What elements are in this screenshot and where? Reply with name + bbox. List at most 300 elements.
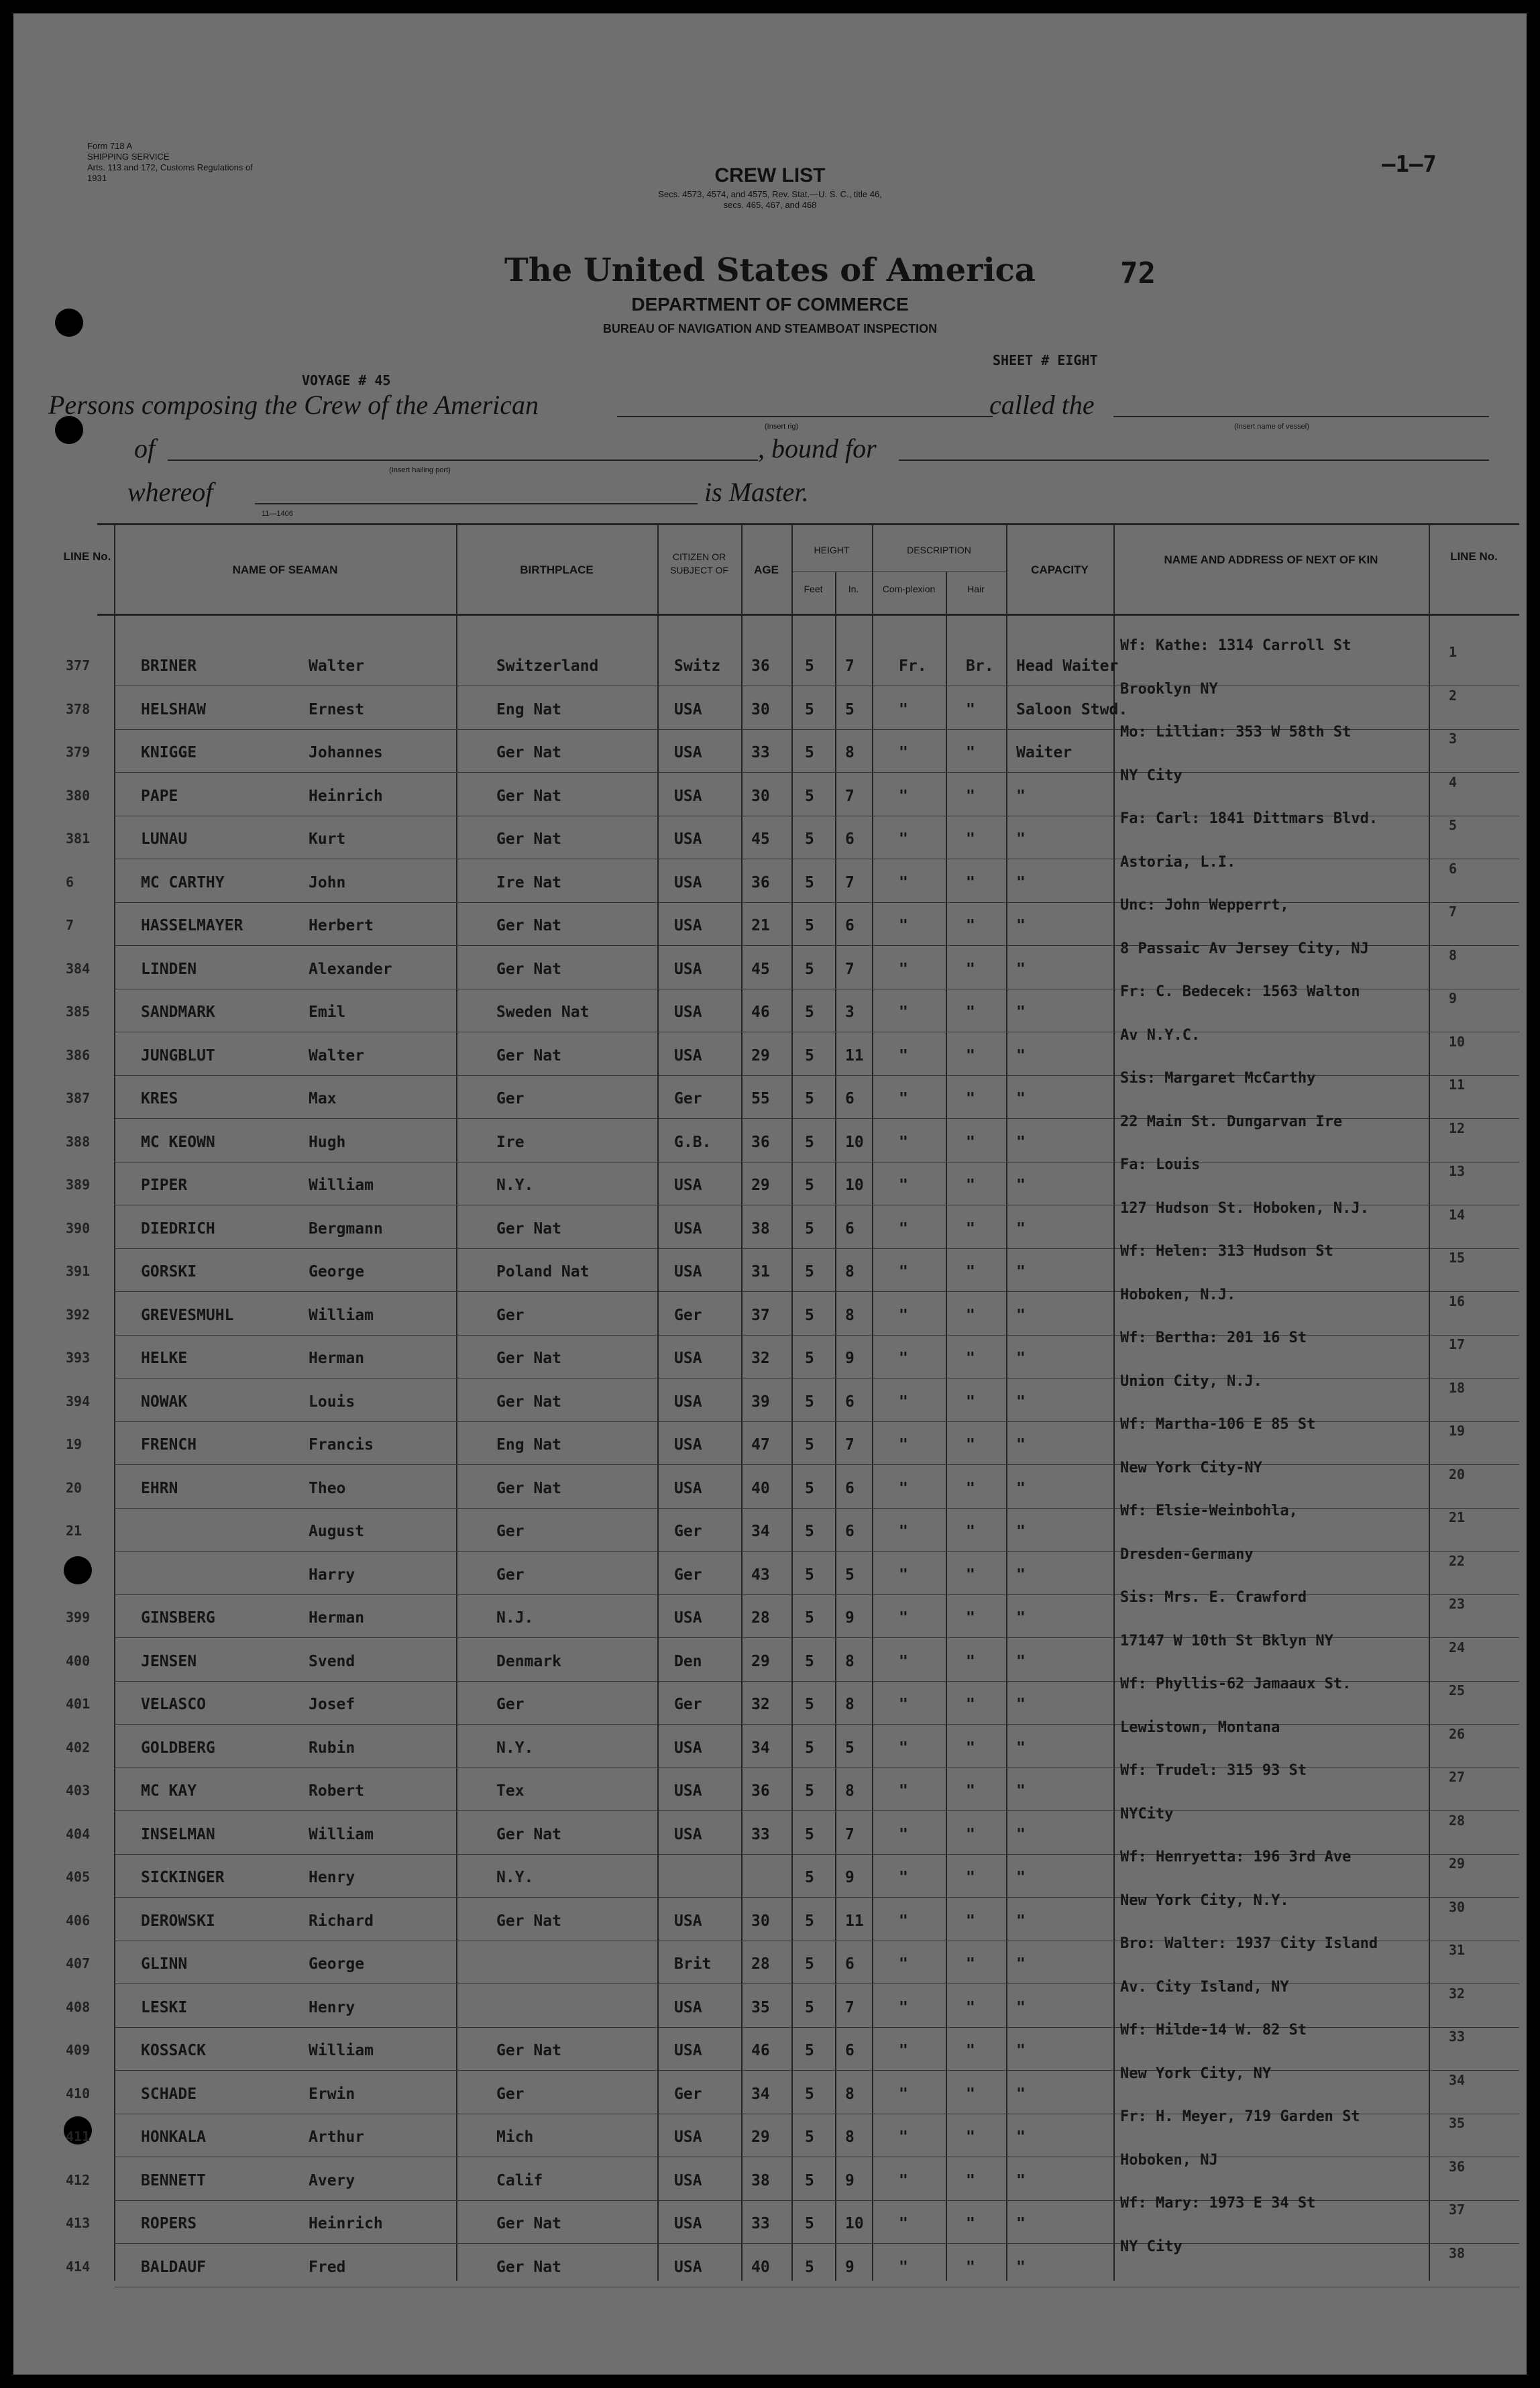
capacity: Saloon Stwd.	[1016, 700, 1128, 718]
complexion: "	[899, 1869, 908, 1886]
capacity: "	[1016, 1566, 1026, 1584]
age: 45	[751, 830, 770, 848]
birthplace: Ger Nat	[496, 830, 561, 848]
age: 43	[751, 1566, 770, 1584]
seaman-given-name: August	[309, 1523, 365, 1540]
birthplace: Ger Nat	[496, 960, 561, 978]
height-inches: 10	[845, 2215, 864, 2232]
complexion: "	[899, 744, 908, 761]
birthplace: Ger Nat	[496, 2258, 561, 2276]
height-inches: 7	[845, 1436, 855, 1454]
citizenship: USA	[674, 1219, 702, 1238]
seaman-surname: BRINER	[141, 657, 197, 675]
birthplace: N.J.	[496, 1609, 534, 1627]
birthplace: Denmark	[496, 1652, 561, 1670]
col-capacity: CAPACITY	[1031, 563, 1089, 576]
hair: Br.	[966, 657, 994, 675]
line-number: 389	[66, 1177, 91, 1193]
citizenship: USA	[674, 2258, 702, 2276]
height-feet: 5	[805, 830, 814, 848]
height-inches: 6	[845, 830, 855, 848]
line-number: 401	[66, 1696, 91, 1712]
hair: "	[966, 2171, 975, 2189]
capacity: "	[1016, 1263, 1026, 1281]
complexion: "	[899, 1523, 908, 1540]
row-rule	[114, 1594, 1519, 1595]
seaman-given-name: Herman	[309, 1350, 365, 1367]
seaman-given-name: Louis	[309, 1393, 355, 1411]
birthplace: Ger Nat	[496, 787, 561, 805]
complexion: "	[899, 1090, 908, 1107]
col-divider	[456, 523, 457, 2281]
capacity: "	[1016, 1739, 1026, 1757]
col-age: AGE	[754, 563, 779, 576]
height-inches: 6	[845, 1219, 855, 1238]
line-number-right: 28	[1449, 1812, 1466, 1829]
next-of-kin: Lewistown, Montana	[1120, 1719, 1280, 1736]
birthplace: Eng Nat	[496, 700, 561, 718]
col-divider	[835, 572, 836, 2281]
line-number-right: 27	[1449, 1769, 1466, 1785]
seaman-given-name: George	[309, 1263, 365, 1281]
height-inches: 5	[845, 1566, 855, 1584]
citizenship: Ger	[674, 2085, 702, 2103]
row-rule	[114, 2027, 1519, 2028]
height-feet: 5	[805, 1436, 814, 1454]
citizenship: USA	[674, 873, 702, 891]
height-inches: 11	[845, 1912, 864, 1930]
line-number: 21	[66, 1523, 82, 1539]
hair: "	[966, 1479, 975, 1497]
height-feet: 5	[805, 1350, 814, 1367]
line-number: 390	[66, 1219, 91, 1236]
seaman-surname: GINSBERG	[141, 1609, 215, 1627]
birthplace: Ger	[496, 1090, 525, 1107]
next-of-kin: Wf: Trudel: 315 93 St	[1120, 1762, 1307, 1779]
line-number: 377	[66, 657, 91, 673]
form-service: SHIPPING SERVICE	[87, 152, 170, 162]
age: 55	[751, 1090, 770, 1107]
line-number-right: 15	[1449, 1250, 1466, 1266]
complexion: "	[899, 1825, 908, 1843]
height-inches: 6	[845, 1393, 855, 1411]
vessel-hint: (Insert name of vessel)	[1234, 423, 1309, 431]
line-number: 411	[66, 2128, 91, 2145]
master-blank	[255, 503, 698, 504]
line-number: 405	[66, 1869, 91, 1885]
age: 29	[751, 2128, 770, 2146]
capacity: "	[1016, 2085, 1026, 2103]
seaman-surname: DIEDRICH	[141, 1219, 215, 1238]
age: 33	[751, 744, 770, 761]
height-inches: 5	[845, 700, 855, 718]
seaman-surname: HONKALA	[141, 2128, 206, 2146]
seaman-given-name: Bergmann	[309, 1219, 383, 1238]
hair: "	[966, 1090, 975, 1107]
capacity: "	[1016, 830, 1026, 848]
citizenship: USA	[674, 1912, 702, 1930]
hair: "	[966, 1782, 975, 1800]
line-number-right: 26	[1449, 1725, 1466, 1742]
punch-hole	[55, 309, 83, 337]
line-number-right: 8	[1449, 946, 1458, 963]
col-divider	[114, 523, 115, 2281]
seaman-given-name: Heinrich	[309, 787, 383, 805]
next-of-kin: Fr: H. Meyer, 719 Garden St	[1120, 2108, 1360, 2125]
height-feet: 5	[805, 2258, 814, 2276]
port-blank	[168, 459, 758, 461]
seaman-surname: EHRN	[141, 1479, 178, 1497]
height-inches: 7	[845, 657, 855, 675]
line-number: 392	[66, 1306, 91, 1323]
line-number: 391	[66, 1263, 91, 1279]
line-number-right: 22	[1449, 1552, 1466, 1569]
next-of-kin: NY City	[1120, 767, 1182, 784]
hair: "	[966, 2128, 975, 2146]
line-number-right: 23	[1449, 1596, 1466, 1612]
complexion: "	[899, 1652, 908, 1670]
line-number-right: 33	[1449, 2028, 1466, 2045]
seaman-surname: NOWAK	[141, 1393, 188, 1411]
row-rule	[114, 1335, 1519, 1336]
row-rule	[114, 2070, 1519, 2071]
port-hint: (Insert hailing port)	[389, 466, 451, 474]
seaman-surname: HELSHAW	[141, 700, 206, 718]
height-feet: 5	[805, 657, 814, 675]
capacity: "	[1016, 1133, 1026, 1151]
line-number: 399	[66, 1609, 91, 1625]
line-number-right: 31	[1449, 1942, 1466, 1958]
line-number: 406	[66, 1912, 91, 1929]
hair: "	[966, 700, 975, 718]
seaman-surname: KNIGGE	[141, 744, 197, 761]
punch-hole	[64, 1556, 92, 1584]
height-inches: 8	[845, 1263, 855, 1281]
hair: "	[966, 917, 975, 934]
height-inches: 10	[845, 1177, 864, 1194]
complexion: "	[899, 1609, 908, 1627]
birthplace: Ger Nat	[496, 1393, 561, 1411]
capacity: "	[1016, 1436, 1026, 1454]
height-feet: 5	[805, 1696, 814, 1713]
seaman-given-name: Herman	[309, 1609, 365, 1627]
birthplace: Mich	[496, 2128, 534, 2146]
capacity: "	[1016, 1955, 1026, 1973]
citizenship: USA	[674, 744, 702, 761]
seaman-given-name: William	[309, 1177, 374, 1194]
capacity: "	[1016, 1090, 1026, 1107]
age: 33	[751, 1825, 770, 1843]
header-line-2b: , bound for	[758, 433, 877, 464]
height-feet: 5	[805, 2042, 814, 2059]
citizenship: USA	[674, 1046, 702, 1065]
row-rule	[114, 772, 1519, 773]
complexion: "	[899, 2085, 908, 2103]
complexion: "	[899, 1955, 908, 1973]
age: 30	[751, 1912, 770, 1930]
voyage-stamp: VOYAGE # 45	[302, 372, 391, 388]
next-of-kin: 17147 W 10th St Bklyn NY	[1120, 1632, 1333, 1649]
table-header-rule	[97, 614, 1519, 616]
hair: "	[966, 1046, 975, 1065]
citizenship: USA	[674, 787, 702, 805]
col-hair: Hair	[967, 584, 985, 594]
seaman-surname: FRENCH	[141, 1436, 197, 1454]
header-line-3b: is Master.	[704, 477, 809, 507]
height-feet: 5	[805, 1912, 814, 1930]
line-number: 393	[66, 1350, 91, 1366]
height-feet: 5	[805, 1479, 814, 1497]
line-number: 379	[66, 744, 91, 760]
seaman-given-name: Francis	[309, 1436, 374, 1454]
line-number-right: 4	[1449, 773, 1458, 790]
hair: "	[966, 1696, 975, 1713]
seaman-given-name: Kurt	[309, 830, 346, 848]
height-inches: 6	[845, 2042, 855, 2059]
complexion: "	[899, 1782, 908, 1800]
height-inches: 7	[845, 873, 855, 891]
age: 46	[751, 1003, 770, 1021]
col-divider	[657, 523, 659, 2281]
age: 38	[751, 2171, 770, 2189]
next-of-kin: Astoria, L.I.	[1120, 853, 1236, 871]
hair: "	[966, 1739, 975, 1757]
citizenship: Switz	[674, 657, 721, 675]
height-feet: 5	[805, 1090, 814, 1107]
statute-line: Secs. 4573, 4574, and 4575, Rev. Stat.—U. S. C., title 46,	[658, 189, 882, 199]
seaman-surname: SICKINGER	[141, 1869, 225, 1886]
height-feet: 5	[805, 1263, 814, 1281]
capacity: "	[1016, 2042, 1026, 2059]
height-feet: 5	[805, 787, 814, 805]
age: 36	[751, 1133, 770, 1151]
citizenship: USA	[674, 1436, 702, 1454]
next-of-kin: Av N.Y.C.	[1120, 1026, 1201, 1044]
seaman-given-name: Max	[309, 1090, 337, 1107]
seaman-given-name: Alexander	[309, 960, 392, 978]
seaman-given-name: Henry	[309, 1869, 355, 1886]
line-number-right: 12	[1449, 1120, 1466, 1136]
height-feet: 5	[805, 2085, 814, 2103]
department-heading: DEPARTMENT OF COMMERCE	[631, 294, 909, 315]
line-number: 7	[66, 917, 74, 933]
capacity: "	[1016, 1003, 1026, 1021]
hair: "	[966, 830, 975, 848]
age: 30	[751, 700, 770, 718]
complexion: "	[899, 1998, 908, 2016]
seaman-given-name: Ernest	[309, 700, 365, 718]
height-inches: 8	[845, 2128, 855, 2146]
birthplace: Poland Nat	[496, 1263, 590, 1281]
next-of-kin: New York City-NY	[1120, 1459, 1262, 1476]
col-birthplace: BIRTHPLACE	[520, 563, 594, 576]
line-number-right: 6	[1449, 860, 1458, 877]
birthplace: Ger Nat	[496, 917, 561, 934]
age: 47	[751, 1436, 770, 1454]
header-line-1b: called the	[989, 390, 1095, 420]
height-inches: 9	[845, 1609, 855, 1627]
capacity: "	[1016, 873, 1026, 891]
height-feet: 5	[805, 1133, 814, 1151]
col-divider	[791, 523, 793, 2281]
destination-blank	[899, 459, 1489, 461]
citizenship: USA	[674, 1479, 702, 1497]
hair: "	[966, 1869, 975, 1886]
complexion: "	[899, 1306, 908, 1324]
line-number: 19	[66, 1436, 82, 1452]
height-feet: 5	[805, 1955, 814, 1973]
seaman-surname: MC CARTHY	[141, 873, 225, 891]
next-of-kin: 8 Passaic Av Jersey City, NJ	[1120, 940, 1369, 957]
rig-blank	[617, 416, 993, 417]
next-of-kin: Mo: Lillian: 353 W 58th St	[1120, 724, 1352, 741]
complexion: "	[899, 1479, 908, 1497]
col-inches: In.	[848, 584, 859, 594]
height-inches: 6	[845, 1479, 855, 1497]
age: 39	[751, 1393, 770, 1411]
hair: "	[966, 744, 975, 761]
complexion: "	[899, 1912, 908, 1930]
height-feet: 5	[805, 1046, 814, 1065]
capacity: "	[1016, 1696, 1026, 1713]
height-feet: 5	[805, 1739, 814, 1757]
complexion: "	[899, 1177, 908, 1194]
line-number: 385	[66, 1003, 91, 1020]
form-regulation: Arts. 113 and 172, Customs Regulations of 1931	[87, 162, 253, 183]
age: 38	[751, 1219, 770, 1238]
height-inches: 6	[845, 1955, 855, 1973]
next-of-kin: Wf: Phyllis-62 Jamaaux St.	[1120, 1676, 1352, 1692]
hair: "	[966, 1523, 975, 1540]
line-number-right: 21	[1449, 1509, 1466, 1525]
complexion: "	[899, 2215, 908, 2232]
birthplace: Ger Nat	[496, 1912, 561, 1930]
citizenship: USA	[674, 2171, 702, 2189]
height-feet: 5	[805, 1306, 814, 1324]
height-inches: 8	[845, 1782, 855, 1800]
age: 46	[751, 2042, 770, 2059]
line-number: 388	[66, 1133, 91, 1150]
col-line-no-right: LINE No.	[1450, 550, 1498, 563]
age: 36	[751, 657, 770, 675]
hair: "	[966, 873, 975, 891]
height-inches: 7	[845, 1998, 855, 2016]
line-number: 409	[66, 2042, 91, 2058]
rig-hint: (Insert rig)	[765, 423, 799, 431]
hair: "	[966, 2085, 975, 2103]
citizenship: USA	[674, 1825, 702, 1843]
seaman-given-name: George	[309, 1955, 365, 1973]
birthplace: Ger	[496, 1306, 525, 1324]
age: 37	[751, 1306, 770, 1324]
seaman-given-name: Emil	[309, 1003, 346, 1021]
birthplace: Ger	[496, 1523, 525, 1540]
citizenship: USA	[674, 2042, 702, 2059]
line-number: 394	[66, 1393, 91, 1409]
complexion: "	[899, 1350, 908, 1367]
height-inches: 8	[845, 1306, 855, 1324]
col-next-of-kin: NAME AND ADDRESS OF NEXT OF KIN	[1164, 553, 1378, 566]
seaman-given-name: Rubin	[309, 1739, 355, 1757]
age: 34	[751, 2085, 770, 2103]
line-number-right: 17	[1449, 1336, 1466, 1352]
line-number-right: 9	[1449, 990, 1458, 1006]
seaman-given-name: Richard	[309, 1912, 374, 1930]
seaman-given-name: Avery	[309, 2171, 355, 2189]
height-feet: 5	[805, 1998, 814, 2016]
complexion: Fr.	[899, 657, 927, 675]
age: 45	[751, 960, 770, 978]
seaman-given-name: Theo	[309, 1479, 346, 1497]
birthplace: N.Y.	[496, 1739, 534, 1757]
line-number: 410	[66, 2085, 91, 2102]
height-feet: 5	[805, 2128, 814, 2146]
height-inches: 8	[845, 1652, 855, 1670]
col-divider	[1429, 523, 1430, 2281]
seaman-surname: LINDEN	[141, 960, 197, 978]
seaman-surname: GREVESMUHL	[141, 1306, 234, 1324]
hair: "	[966, 2042, 975, 2059]
height-feet: 5	[805, 1393, 814, 1411]
seaman-surname: MC KAY	[141, 1782, 197, 1800]
line-number: 407	[66, 1955, 91, 1971]
age: 33	[751, 2215, 770, 2232]
seaman-surname: BENNETT	[141, 2171, 206, 2189]
hair: "	[966, 1306, 975, 1324]
form-number: Form 718 A	[87, 141, 133, 151]
citizenship: USA	[674, 700, 702, 718]
line-number-right: 36	[1449, 2158, 1466, 2175]
age: 36	[751, 1782, 770, 1800]
next-of-kin: Union City, N.J.	[1120, 1372, 1262, 1390]
next-of-kin: New York City, N.Y.	[1120, 1892, 1289, 1909]
seaman-surname: MC KEOWN	[141, 1133, 215, 1151]
birthplace: Switzerland	[496, 657, 599, 675]
height-feet: 5	[805, 873, 814, 891]
birthplace: Ger Nat	[496, 744, 561, 761]
document-title: CREW LIST	[714, 164, 826, 186]
citizenship: Ger	[674, 1090, 702, 1107]
citizenship: USA	[674, 1263, 702, 1281]
line-number-right: 7	[1449, 904, 1458, 920]
height-inches: 9	[845, 2171, 855, 2189]
seaman-given-name: Heinrich	[309, 2215, 383, 2232]
col-description: DESCRIPTION	[907, 545, 971, 555]
next-of-kin: Fr: C. Bedecek: 1563 Walton	[1120, 983, 1360, 1000]
citizenship: USA	[674, 1177, 702, 1194]
height-inches: 9	[845, 2258, 855, 2276]
row-rule	[114, 1724, 1519, 1725]
line-number: 378	[66, 700, 91, 717]
age: 30	[751, 787, 770, 805]
height-feet: 5	[805, 1782, 814, 1800]
citizenship: USA	[674, 960, 702, 978]
line-number-right: 14	[1449, 1206, 1466, 1223]
seaman-surname: LUNAU	[141, 830, 188, 848]
seaman-given-name: Josef	[309, 1696, 355, 1713]
line-number-right: 24	[1449, 1639, 1466, 1656]
sheet-stamp: SHEET # EIGHT	[993, 352, 1098, 368]
line-number: 6	[66, 873, 74, 890]
height-inches: 6	[845, 917, 855, 934]
next-of-kin: Brooklyn NY	[1120, 680, 1218, 698]
next-of-kin: Sis: Margaret McCarthy	[1120, 1070, 1316, 1087]
height-feet: 5	[805, 2171, 814, 2189]
next-of-kin: Sis: Mrs. E. Crawford	[1120, 1589, 1307, 1606]
seaman-surname: DEROWSKI	[141, 1912, 215, 1930]
next-of-kin: New York City, NY	[1120, 2065, 1272, 2082]
seaman-surname: JENSEN	[141, 1652, 197, 1670]
